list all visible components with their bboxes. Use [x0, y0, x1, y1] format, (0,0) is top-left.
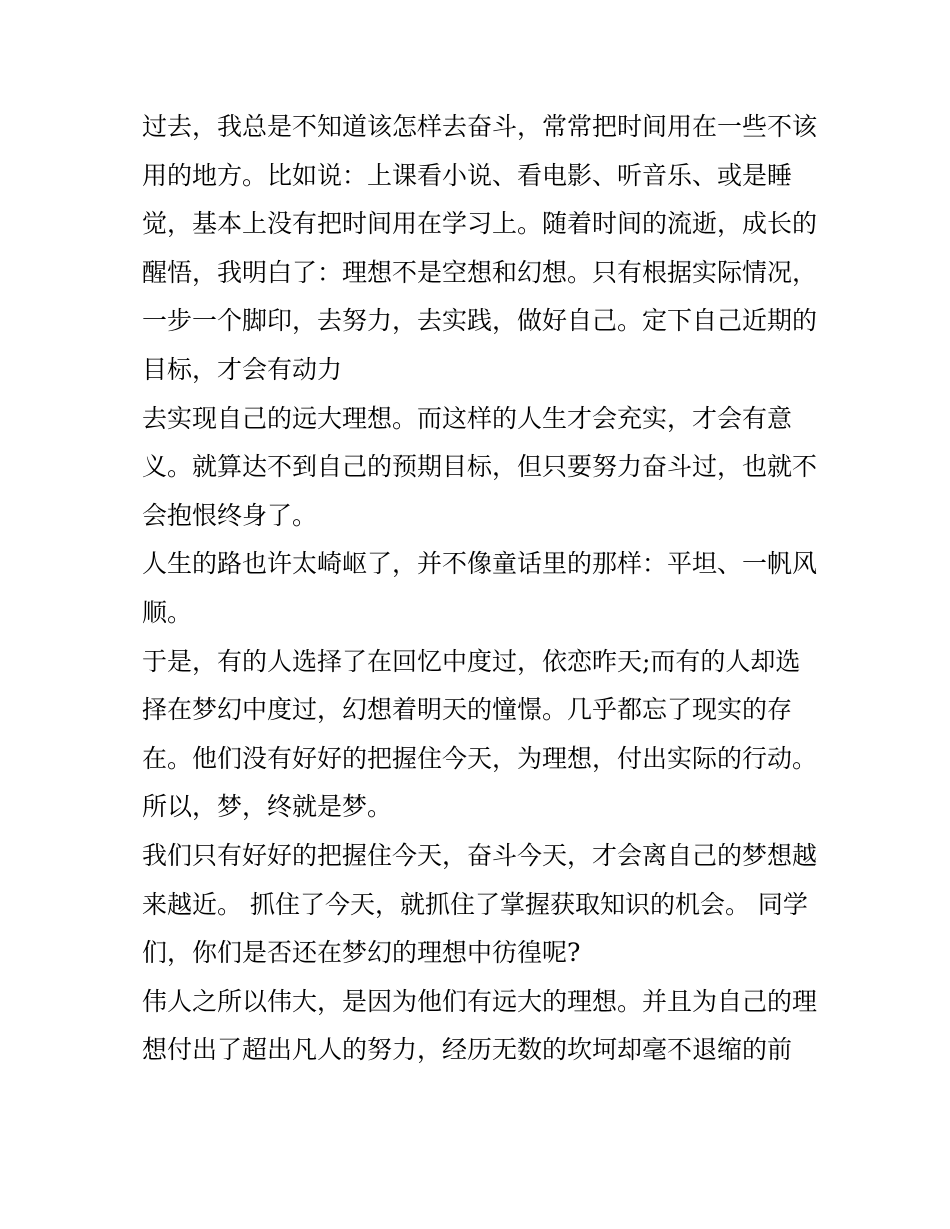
text-line: 觉，基本上没有把时间用在学习上。随着时间的流逝，成长的: [142, 209, 818, 239]
text-line: 用的地方。比如说：上课看小说、看电影、听音乐、或是睡: [142, 160, 793, 190]
text-line: 顺。: [142, 597, 193, 627]
text-line: 伟人之所以伟大，是因为他们有远大的理想。并且为自己的理: [142, 986, 818, 1016]
text-line: 们，你们是否还在梦幻的理想中彷徨呢?: [142, 938, 581, 968]
text-line: 一步一个脚印，去努力，去实践，做好自己。定下自己近期的: [142, 306, 818, 336]
document-body: [142, 103, 818, 1075]
text-line: 人生的路也许太崎岖了，并不像童话里的那样：平坦、一帆风: [142, 549, 818, 579]
text-line: 在。他们没有好好的把握住今天，为理想，付出实际的行动。: [142, 743, 818, 773]
text-line: 醒悟，我明白了：理想不是空想和幻想。只有根据实际情况，: [142, 257, 818, 287]
text-line: 会抱恨终身了。: [142, 500, 318, 530]
text-line: 义。就算达不到自己的预期目标，但只要努力奋斗过，也就不: [142, 452, 818, 482]
text-line: 来越近。 抓住了今天，就抓住了掌握获取知识的机会。 同学: [142, 889, 808, 919]
text-line: 择在梦幻中度过，幻想着明天的憧憬。几乎都忘了现实的存: [142, 695, 793, 725]
text-line: 目标，才会有动力: [142, 354, 343, 384]
text-line: 想付出了超出凡人的努力，经历无数的坎坷却毫不退缩的前: [142, 1035, 793, 1065]
text-line: 于是，有的人选择了在回忆中度过，依恋昨天;而有的人却选: [142, 646, 801, 676]
text-line: 去实现自己的远大理想。而这样的人生才会充实，才会有意: [142, 403, 793, 433]
text-line: 所以，梦，终就是梦。: [142, 792, 393, 822]
text-line: 过去，我总是不知道该怎样去奋斗，常常把时间用在一些不该: [142, 112, 818, 141]
text-line: 我们只有好好的把握住今天，奋斗今天，才会离自己的梦想越: [142, 840, 818, 870]
